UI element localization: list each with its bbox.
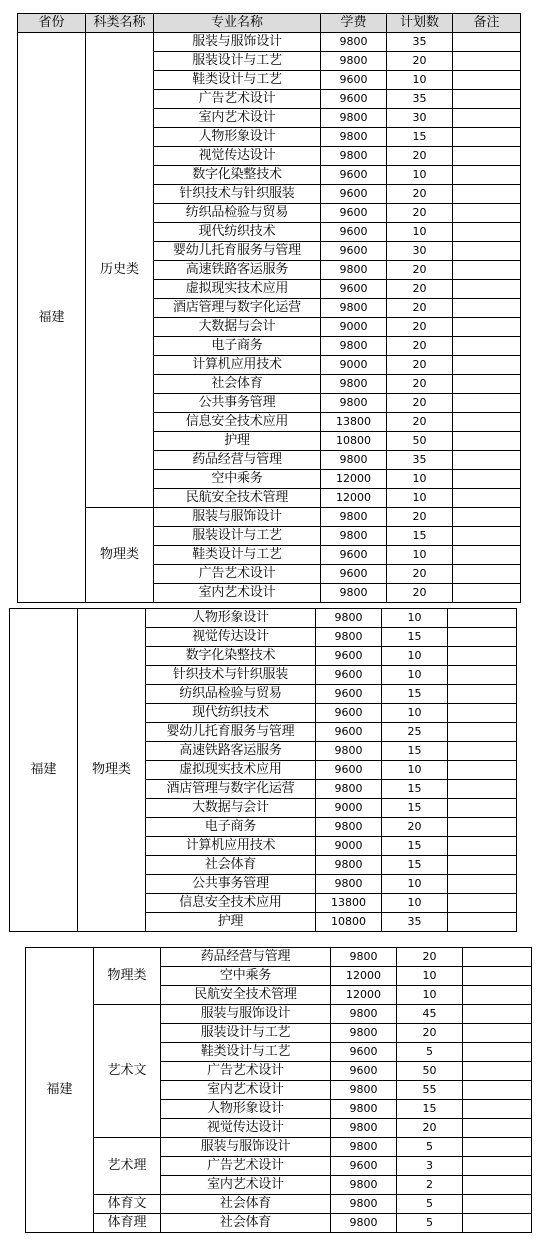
plan-cell: 10 <box>382 875 448 894</box>
category-cell: 历史类 <box>86 33 154 508</box>
remark-cell <box>463 1005 532 1024</box>
plan-cell: 5 <box>397 1138 463 1157</box>
tuition-cell: 9000 <box>316 799 382 818</box>
plan-cell: 5 <box>397 1214 463 1233</box>
major-cell: 婴幼儿托育服务与管理 <box>146 723 316 742</box>
tuition-cell: 9600 <box>321 71 387 90</box>
tuition-cell: 9600 <box>321 546 387 565</box>
plan-cell: 15 <box>382 780 448 799</box>
remark-cell <box>448 647 517 666</box>
remark-cell <box>448 837 517 856</box>
tuition-cell: 9600 <box>331 1062 397 1081</box>
province-cell: 福建 <box>18 33 86 603</box>
major-cell: 服装设计与工艺 <box>161 1024 331 1043</box>
major-cell: 电子商务 <box>146 818 316 837</box>
tuition-cell: 9800 <box>316 780 382 799</box>
major-cell: 服装设计与工艺 <box>154 52 321 71</box>
plan-cell: 15 <box>382 742 448 761</box>
remark-cell <box>453 527 521 546</box>
table-row <box>26 948 532 967</box>
tuition-cell: 9800 <box>321 584 387 603</box>
table-body <box>10 609 517 932</box>
tuition-cell: 9800 <box>331 1138 397 1157</box>
tuition-cell: 9800 <box>316 818 382 837</box>
tuition-cell: 9800 <box>321 128 387 147</box>
plan-cell: 20 <box>387 508 453 527</box>
major-cell: 广告艺术设计 <box>154 565 321 584</box>
remark-cell <box>453 280 521 299</box>
remark-cell <box>463 1062 532 1081</box>
remark-cell <box>453 166 521 185</box>
major-cell: 护理 <box>146 913 316 932</box>
remark-cell <box>453 565 521 584</box>
major-cell: 计算机应用技术 <box>154 356 321 375</box>
remark-cell <box>453 413 521 432</box>
major-cell: 室内艺术设计 <box>154 584 321 603</box>
major-cell: 人物形象设计 <box>146 609 316 628</box>
major-cell: 大数据与会计 <box>146 799 316 818</box>
plan-cell: 20 <box>387 375 453 394</box>
tuition-cell: 9600 <box>321 223 387 242</box>
remark-cell <box>463 967 532 986</box>
remark-cell <box>453 356 521 375</box>
remark-cell <box>463 1119 532 1138</box>
major-cell: 大数据与会计 <box>154 318 321 337</box>
plan-cell: 20 <box>387 394 453 413</box>
tuition-cell: 12000 <box>321 489 387 508</box>
tuition-cell: 9800 <box>321 299 387 318</box>
major-cell: 公共事务管理 <box>146 875 316 894</box>
major-cell: 视觉传达设计 <box>146 628 316 647</box>
plan-cell: 20 <box>397 948 463 967</box>
remark-cell <box>453 318 521 337</box>
plan-cell: 15 <box>382 628 448 647</box>
remark-cell <box>448 761 517 780</box>
plan-cell: 10 <box>382 704 448 723</box>
tuition-cell: 9600 <box>316 685 382 704</box>
major-cell: 公共事务管理 <box>154 394 321 413</box>
tuition-cell: 9800 <box>321 394 387 413</box>
major-cell: 数字化染整技术 <box>154 166 321 185</box>
major-cell: 现代纺织技术 <box>146 704 316 723</box>
remark-cell <box>453 185 521 204</box>
plan-cell: 10 <box>387 166 453 185</box>
plan-cell: 20 <box>387 413 453 432</box>
category-cell: 物理类 <box>86 508 154 603</box>
major-cell: 服装与服饰设计 <box>154 508 321 527</box>
remark-cell <box>453 470 521 489</box>
plan-cell: 35 <box>382 913 448 932</box>
tuition-cell: 9800 <box>331 1100 397 1119</box>
plan-cell: 35 <box>387 90 453 109</box>
major-cell: 鞋类设计与工艺 <box>154 546 321 565</box>
major-cell: 纺织品检验与贸易 <box>146 685 316 704</box>
remark-cell <box>453 584 521 603</box>
category-cell: 体育文 <box>94 1195 161 1214</box>
major-cell: 广告艺术设计 <box>161 1062 331 1081</box>
plan-cell: 35 <box>387 451 453 470</box>
major-cell: 广告艺术设计 <box>161 1157 331 1176</box>
major-cell: 室内艺术设计 <box>161 1081 331 1100</box>
major-cell: 服装设计与工艺 <box>154 527 321 546</box>
plan-cell: 3 <box>397 1157 463 1176</box>
tuition-cell: 9600 <box>321 90 387 109</box>
tuition-cell: 9800 <box>321 451 387 470</box>
remark-cell <box>453 204 521 223</box>
plan-cell: 20 <box>387 204 453 223</box>
table-header <box>18 14 521 33</box>
major-cell: 针织技术与针织服装 <box>146 666 316 685</box>
plan-cell: 20 <box>387 185 453 204</box>
tuition-cell: 9800 <box>316 856 382 875</box>
tuition-cell: 9800 <box>331 1005 397 1024</box>
plan-cell: 10 <box>387 223 453 242</box>
plan-cell: 45 <box>397 1005 463 1024</box>
plan-cell: 25 <box>382 723 448 742</box>
major-cell: 高速铁路客运服务 <box>146 742 316 761</box>
major-cell: 社会体育 <box>154 375 321 394</box>
remark-cell <box>448 742 517 761</box>
plan-cell: 10 <box>382 666 448 685</box>
major-cell: 空中乘务 <box>154 470 321 489</box>
remark-cell <box>463 1195 532 1214</box>
tuition-cell: 9800 <box>331 1081 397 1100</box>
plan-cell: 55 <box>397 1081 463 1100</box>
major-cell: 民航安全技术管理 <box>154 489 321 508</box>
remark-cell <box>463 1081 532 1100</box>
plan-cell: 10 <box>387 71 453 90</box>
plan-cell: 10 <box>382 761 448 780</box>
remark-cell <box>463 1024 532 1043</box>
plan-cell: 15 <box>382 837 448 856</box>
tuition-cell: 9800 <box>321 52 387 71</box>
tuition-cell: 9800 <box>331 1024 397 1043</box>
tuition-cell: 13800 <box>321 413 387 432</box>
major-cell: 虚拟现实技术应用 <box>146 761 316 780</box>
tuition-cell: 9800 <box>321 261 387 280</box>
remark-cell <box>448 856 517 875</box>
remark-cell <box>463 1043 532 1062</box>
remark-cell <box>453 147 521 166</box>
remark-cell <box>453 261 521 280</box>
plan-cell: 20 <box>387 299 453 318</box>
plan-cell: 15 <box>397 1100 463 1119</box>
major-cell: 服装与服饰设计 <box>161 1005 331 1024</box>
remark-cell <box>463 986 532 1005</box>
tuition-cell: 9800 <box>316 609 382 628</box>
tuition-cell: 9600 <box>331 1043 397 1062</box>
plan-cell: 10 <box>382 894 448 913</box>
tuition-cell: 12000 <box>331 967 397 986</box>
remark-cell <box>453 90 521 109</box>
major-cell: 现代纺织技术 <box>154 223 321 242</box>
plan-cell: 10 <box>397 986 463 1005</box>
plan-cell: 30 <box>387 242 453 261</box>
remark-cell <box>448 780 517 799</box>
remark-cell <box>453 451 521 470</box>
major-cell: 药品经营与管理 <box>161 948 331 967</box>
plan-cell: 20 <box>387 584 453 603</box>
plan-cell: 10 <box>382 647 448 666</box>
plan-cell: 10 <box>387 470 453 489</box>
plan-cell: 20 <box>387 52 453 71</box>
table-row <box>26 1195 532 1214</box>
tuition-cell: 9600 <box>316 723 382 742</box>
tuition-cell: 9800 <box>321 147 387 166</box>
tuition-cell: 9800 <box>321 33 387 52</box>
major-cell: 护理 <box>154 432 321 451</box>
major-cell: 民航安全技术管理 <box>161 986 331 1005</box>
plan-cell: 10 <box>397 967 463 986</box>
plan-cell: 20 <box>397 1024 463 1043</box>
remark-cell <box>448 723 517 742</box>
tuition-cell: 9600 <box>321 565 387 584</box>
category-cell: 体育理 <box>94 1214 161 1233</box>
tuition-cell: 12000 <box>331 986 397 1005</box>
remark-cell <box>448 628 517 647</box>
major-cell: 室内艺术设计 <box>154 109 321 128</box>
remark-cell <box>448 913 517 932</box>
major-cell: 社会体育 <box>161 1214 331 1233</box>
plan-cell: 20 <box>382 818 448 837</box>
category-cell: 艺术文 <box>94 1005 161 1138</box>
remark-cell <box>448 894 517 913</box>
remark-cell <box>453 242 521 261</box>
tuition-cell: 9800 <box>321 508 387 527</box>
major-cell: 社会体育 <box>161 1195 331 1214</box>
tuition-cell: 9600 <box>321 280 387 299</box>
remark-cell <box>448 609 517 628</box>
tuition-cell: 12000 <box>321 470 387 489</box>
tuition-cell: 9000 <box>321 356 387 375</box>
major-cell: 高速铁路客运服务 <box>154 261 321 280</box>
plan-cell: 20 <box>387 565 453 584</box>
remark-cell <box>448 666 517 685</box>
plan-cell: 50 <box>387 432 453 451</box>
tuition-cell: 9800 <box>331 1195 397 1214</box>
major-cell: 酒店管理与数字化运营 <box>146 780 316 799</box>
plan-cell: 10 <box>387 546 453 565</box>
remark-cell <box>463 1138 532 1157</box>
major-cell: 电子商务 <box>154 337 321 356</box>
table-body <box>18 33 521 603</box>
plan-cell: 20 <box>387 280 453 299</box>
remark-cell <box>448 685 517 704</box>
tuition-cell: 9800 <box>331 1214 397 1233</box>
major-cell: 社会体育 <box>146 856 316 875</box>
admission-plan-table-part-1 <box>17 13 521 603</box>
admission-plan-table-part-2 <box>9 608 517 932</box>
major-cell: 婴幼儿托育服务与管理 <box>154 242 321 261</box>
remark-cell <box>453 109 521 128</box>
remark-cell <box>453 52 521 71</box>
remark-cell <box>453 299 521 318</box>
plan-cell: 15 <box>382 856 448 875</box>
remark-cell <box>463 1100 532 1119</box>
remark-cell <box>453 546 521 565</box>
tuition-cell: 9600 <box>316 761 382 780</box>
plan-cell: 10 <box>387 489 453 508</box>
table-row <box>10 609 517 628</box>
remark-cell <box>453 375 521 394</box>
major-cell: 鞋类设计与工艺 <box>161 1043 331 1062</box>
remark-cell <box>453 508 521 527</box>
remark-cell <box>463 948 532 967</box>
plan-cell: 2 <box>397 1176 463 1195</box>
tuition-cell: 9800 <box>321 109 387 128</box>
major-cell: 鞋类设计与工艺 <box>154 71 321 90</box>
remark-cell <box>453 432 521 451</box>
table-row <box>26 1005 532 1024</box>
major-cell: 针织技术与针织服装 <box>154 185 321 204</box>
plan-cell: 20 <box>387 318 453 337</box>
tuition-cell: 9600 <box>321 185 387 204</box>
major-cell: 信息安全技术应用 <box>154 413 321 432</box>
table-row <box>26 1214 532 1233</box>
remark-cell <box>448 818 517 837</box>
remark-cell <box>453 71 521 90</box>
major-cell: 服装与服饰设计 <box>154 33 321 52</box>
plan-cell: 15 <box>387 128 453 147</box>
plan-cell: 20 <box>387 261 453 280</box>
province-cell: 福建 <box>10 609 78 932</box>
major-cell: 室内艺术设计 <box>161 1176 331 1195</box>
plan-cell: 5 <box>397 1043 463 1062</box>
remark-cell <box>448 704 517 723</box>
tuition-cell: 13800 <box>316 894 382 913</box>
tuition-cell: 9800 <box>331 948 397 967</box>
tuition-cell: 9800 <box>316 628 382 647</box>
remark-cell <box>463 1214 532 1233</box>
major-cell: 服装与服饰设计 <box>161 1138 331 1157</box>
tuition-cell: 9600 <box>331 1157 397 1176</box>
tuition-cell: 9600 <box>316 704 382 723</box>
category-cell: 物理类 <box>78 609 146 932</box>
admission-plan-table-part-3 <box>25 947 532 1233</box>
tuition-cell: 10800 <box>316 913 382 932</box>
plan-cell: 10 <box>382 609 448 628</box>
tuition-cell: 9800 <box>331 1176 397 1195</box>
plan-cell: 20 <box>387 147 453 166</box>
remark-cell <box>453 337 521 356</box>
remark-cell <box>448 875 517 894</box>
remark-cell <box>453 223 521 242</box>
major-cell: 空中乘务 <box>161 967 331 986</box>
remark-cell <box>453 128 521 147</box>
major-cell: 计算机应用技术 <box>146 837 316 856</box>
remark-cell <box>453 489 521 508</box>
tuition-cell: 9800 <box>331 1119 397 1138</box>
tuition-cell: 9000 <box>316 837 382 856</box>
tuition-cell: 9800 <box>321 337 387 356</box>
tuition-cell: 9800 <box>321 527 387 546</box>
province-cell: 福建 <box>26 948 94 1233</box>
table-row <box>18 33 521 52</box>
plan-cell: 35 <box>387 33 453 52</box>
plan-cell: 30 <box>387 109 453 128</box>
plan-cell: 20 <box>397 1119 463 1138</box>
major-cell: 纺织品检验与贸易 <box>154 204 321 223</box>
header-category: 科类名称 <box>86 14 154 33</box>
major-cell: 酒店管理与数字化运营 <box>154 299 321 318</box>
table-row <box>18 508 521 527</box>
table-row <box>26 1138 532 1157</box>
tuition-cell: 10800 <box>321 432 387 451</box>
header-major: 专业名称 <box>154 14 321 33</box>
major-cell: 视觉传达设计 <box>154 147 321 166</box>
plan-cell: 20 <box>387 337 453 356</box>
tuition-cell: 9600 <box>321 166 387 185</box>
tuition-cell: 9800 <box>316 875 382 894</box>
plan-cell: 15 <box>382 685 448 704</box>
plan-cell: 50 <box>397 1062 463 1081</box>
major-cell: 药品经营与管理 <box>154 451 321 470</box>
major-cell: 人物形象设计 <box>154 128 321 147</box>
category-cell: 艺术理 <box>94 1138 161 1195</box>
major-cell: 虚拟现实技术应用 <box>154 280 321 299</box>
plan-cell: 15 <box>387 527 453 546</box>
major-cell: 视觉传达设计 <box>161 1119 331 1138</box>
remark-cell <box>453 394 521 413</box>
plan-cell: 5 <box>397 1195 463 1214</box>
remark-cell <box>453 33 521 52</box>
category-cell: 物理类 <box>94 948 161 1005</box>
remark-cell <box>448 799 517 818</box>
plan-cell: 20 <box>387 356 453 375</box>
plan-cell: 15 <box>382 799 448 818</box>
remark-cell <box>463 1176 532 1195</box>
tuition-cell: 9600 <box>321 242 387 261</box>
major-cell: 数字化染整技术 <box>146 647 316 666</box>
tuition-cell: 9800 <box>316 742 382 761</box>
tuition-cell: 9800 <box>321 375 387 394</box>
major-cell: 人物形象设计 <box>161 1100 331 1119</box>
major-cell: 广告艺术设计 <box>154 90 321 109</box>
tuition-cell: 9600 <box>316 647 382 666</box>
header-plan: 计划数 <box>387 14 453 33</box>
header-province: 省份 <box>18 14 86 33</box>
header-remark: 备注 <box>453 14 521 33</box>
tuition-cell: 9600 <box>321 204 387 223</box>
tuition-cell: 9000 <box>321 318 387 337</box>
header-tuition: 学费 <box>321 14 387 33</box>
table-body <box>26 948 532 1233</box>
remark-cell <box>463 1157 532 1176</box>
tuition-cell: 9600 <box>316 666 382 685</box>
major-cell: 信息安全技术应用 <box>146 894 316 913</box>
